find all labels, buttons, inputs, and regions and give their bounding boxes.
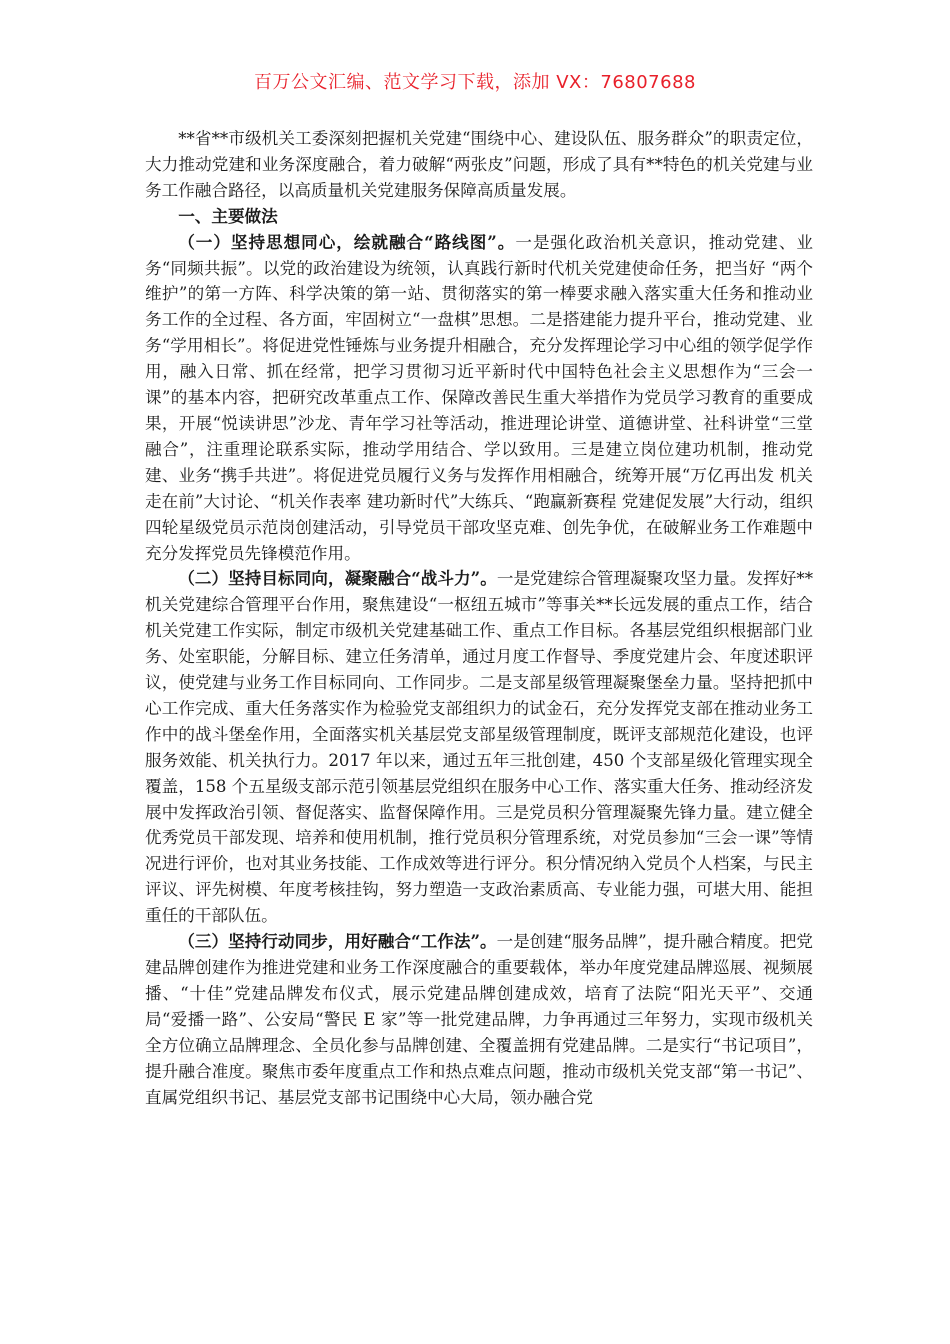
paragraph-3-body: 一是创建“服务品牌”，提升融合精度。把党建品牌创建作为推进党建和业务工作深度融合的重要载体，举办年度党建品牌巡展、视频展播、“十佳”党建品牌发布仪式，展示党建品牌创建成效，培育了法院“阳光天平”、交通局“爱播一路”、公安局“警民 E 家”等一批党建品牌，力争再通过三年努力，实现市级机关全方位确立品牌理念、全员化参与品牌创建、全覆盖拥有党建品牌。二是实行“书记项目”，提升融合准度。聚焦市委年度重点工作和热点难点问题，推动市级机关党支部“第一书记”、直属党组织书记、基层党支部书记围绕中心大局，领办融合党	[145, 932, 813, 1107]
paragraph-1-lead: （一）坚持思想同心，绘就融合“路线图”。	[178, 231, 516, 252]
paragraph-2-body: 一是党建综合管理凝聚攻坚力量。发挥好**机关党建综合管理平台作用，聚焦建设“一枢纽五城市”等事关**长远发展的重点工作，结合机关党建工作实际，制定市级机关党建基础工作、重点工作目标。各基层党组织根据部门业务、处室职能，分解目标、建立任务清单，通过月度工作督导、季度党建片会、年度述职评议，使党建与业务工作目标同向、工作同步。二是支部星级管理凝聚堡垒力量。坚持把抓中心工作完成、重大任务落实作为检验党支部组织力的试金石，充分发挥党支部在推动业务工作中的战斗堡垒作用，全面落实机关基层党支部星级管理制度，既评支部规范化建设，也评服务效能、机关执行力。2017 年以来，通过五年三批创建，450 个支部星级化管理实现全覆盖，158 个五星级支部示范引领基层党组织在服务中心工作、落实重大任务、推动经济发展中发挥政治引领、督促落实、监督保障作用。三是党员积分管理凝聚先锋力量。建立健全优秀党员干部发现、培养和使用机制，推行党员积分管理系统，对党员参加“三会一课”等情况进行评价，也对其业务技能、工作成效等进行评分。积分情况纳入党员个人档案，与民主评议、评先树模、年度考核挂钩，努力塑造一支政治素质高、专业能力强，可堪大用、能担重任的干部队伍。	[145, 569, 813, 926]
paragraph-1-body: 一是强化政治机关意识，推动党建、业务“同频共振”。以党的政治建设为统领，认真践行新时代机关党建使命任务，把当好 “两个维护”的第一方阵、科学决策的第一站、贯彻落实的第一棒要求融入落实重大任务和推动业务工作的全过程、各方面，牢固树立“一盘棋”思想。二是搭建能力提升平台，推动党建、业务“学用相长”。将促进党性锤炼与业务提升相融合，充分发挥理论学习中心组的领学促学作用，融入日常、抓在经常，把学习贯彻习近平新时代中国特色社会主义思想作为“三会一课”的基本内容，把研究改革重点工作、保障改善民生重大举措作为党员学习教育的重要成果，开展“悦读讲思”沙龙、青年学习社等活动，推进理论讲堂、道德讲堂、社科讲堂“三堂融合”，注重理论联系实际，推动学用结合、学以致用。三是建立岗位建功机制，推动党建、业务“携手共进”。将促进党员履行义务与发挥作用相融合，统筹开展“万亿再出发 机关走在前”大讨论、“机关作表率 建功新时代”大练兵、“跑赢新赛程 党建促发展”大行动，组织四轮星级党员示范岗创建活动，引导党员干部攻坚克难、创先争优，在破解业务工作难题中充分发挥党员先锋模范作用。	[145, 232, 813, 563]
paragraph-3	[145, 929, 813, 1110]
document-body	[145, 126, 813, 1110]
intro-paragraph: **省**市级机关工委深刻把握机关党建“围绕中心、建设队伍、服务群众”的职责定位，大力推动党建和业务深度融合，着力破解“两张皮”问题，形成了具有**特色的机关党建与业务工作融合路径，以高质量机关党建服务保障高质量发展。	[145, 129, 813, 200]
paragraph-2	[145, 566, 813, 929]
watermark-header: 百万公文汇编、范文学习下载，添加 VX：76807688	[254, 72, 696, 93]
paragraph-2-lead: （二）坚持目标同向，凝聚融合“战斗力”。	[178, 568, 497, 589]
paragraph-3-lead: （三）坚持行动同步，用好融合“工作法”。	[178, 931, 497, 952]
paragraph-1	[145, 230, 813, 567]
section-heading: 一、主要做法	[178, 205, 278, 226]
